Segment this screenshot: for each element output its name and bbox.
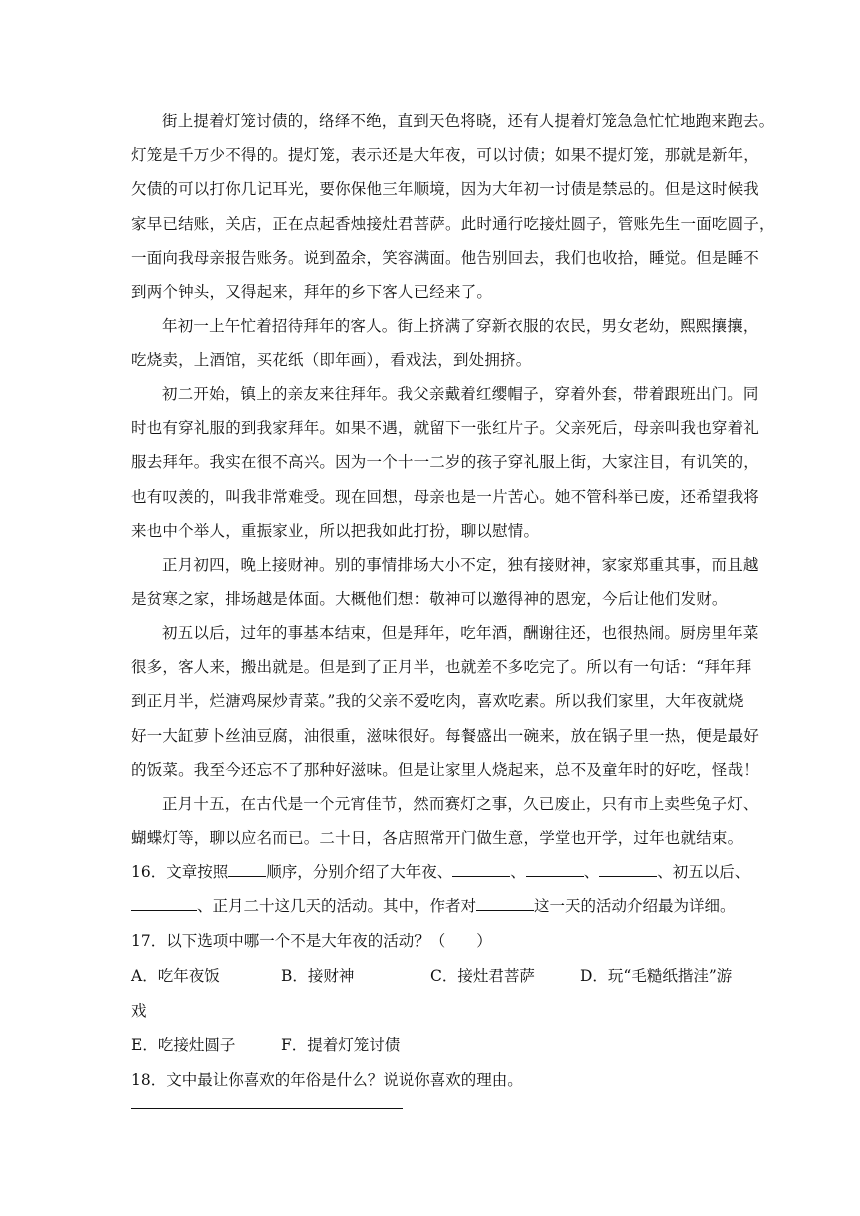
text-line: 好一大缸萝卜丝油豆腐，油很重，滋味很好。每餐盛出一碗来，放在锅子里一热，便是最好: [131, 726, 760, 745]
question-text: 、初五以后、: [657, 863, 751, 881]
text-line: 时也有穿礼服的到我家拜年。如果不遇，就留下一张红片子。父亲死后，母亲叫我也穿着礼: [131, 419, 760, 438]
question-18-stem: 18．文中最让你喜欢的年俗是什么？说说你喜欢的理由。: [131, 1071, 523, 1089]
question-text: 16．文章按照: [131, 863, 229, 881]
question-text: 、: [583, 863, 600, 881]
answer-blank[interactable]: [228, 862, 266, 877]
text-line: 一面向我母亲报告账务。说到盈余，笑容满面。他告别回去，我们也收拾，睡觉。但是睡不: [131, 248, 760, 267]
passage-paragraph-1: [131, 104, 775, 309]
passage-paragraph-4: [131, 548, 759, 616]
text-line: 街上提着灯笼讨债的，络绎不绝，直到天色将晓，还有人提着灯笼急急忙忙地跑来跑去。: [162, 112, 775, 130]
question-text: 、: [510, 863, 526, 881]
option-a[interactable]: A．吃年夜饭: [131, 967, 220, 985]
text-line: 吃烧卖，上酒馆，买花纸（即年画），看戏法，到处拥挤。: [131, 351, 532, 370]
text-line: 欠债的可以打你几记耳光，要你保他三年顺境，因为大年初一讨债是禁忌的。但是这时候我: [131, 180, 760, 199]
text-line: 是贫寒之家，排场越是体面。大概他们想：敬神可以邀得神的恩宠，今后让他们发财。: [131, 590, 728, 609]
answer-blank[interactable]: [452, 862, 510, 877]
answer-blank[interactable]: [131, 896, 197, 911]
text-line: 也有叹羡的，叫我非常难受。现在回想，母亲也是一片苦心。她不管科举已废，还希望我将: [131, 487, 760, 506]
option-f[interactable]: F．提着灯笼讨债: [281, 1036, 401, 1054]
question-16-line-2: [131, 894, 736, 916]
text-line: 灯笼是千万少不得的。提灯笼，表示还是大年夜，可以讨债；如果不提灯笼，那就是新年，: [131, 146, 760, 165]
text-line: 的饭菜。我至今还忘不了那种好滋味。但是让家里人烧起来，总不及童年时的好吃，怪哉！: [131, 760, 760, 779]
text-line: 正月初四，晚上接财神。别的事情排场大小不定，独有接财神，家家郑重其事，而且越: [162, 556, 759, 574]
passage-paragraph-2: [131, 309, 759, 377]
text-line: 服去拜年。我实在很不高兴。因为一个十一二岁的孩子穿礼服上街，大家注目，有讥笑的，: [131, 453, 760, 472]
text-line: 很多，客人来，搬出就是。但是到了正月半，也就差不多吃完了。所以有一句话：“拜年拜: [131, 658, 752, 677]
text-line: 来也中个举人，重振家业，所以把我如此打扮，聊以慰情。: [131, 521, 540, 540]
question-text: 顺序，分别介绍了大年夜、: [266, 863, 453, 881]
question-17-stem: 17．以下选项中哪一个不是大年夜的活动？（ ）: [131, 932, 492, 950]
passage-paragraph-5: [131, 616, 760, 787]
passage-paragraph-6: [131, 787, 759, 855]
text-line: 到正月半，烂溏鸡屎炒青菜。”我的父亲不爱吃肉，喜欢吃素。所以我们家里，大年夜就烧: [131, 692, 744, 711]
option-b[interactable]: B．接财神: [281, 967, 355, 985]
text-line: 到两个钟头，又得起来，拜年的乡下客人已经来了。: [131, 282, 493, 301]
answer-blank[interactable]: [599, 862, 657, 877]
text-line: 年初一上午忙着招待拜年的客人。街上挤满了穿新衣服的农民，男女老幼，熙熙攘攘，: [162, 317, 759, 335]
answer-line[interactable]: [131, 1108, 403, 1109]
answer-blank[interactable]: [526, 862, 584, 877]
question-16-line-1: [131, 860, 750, 882]
text-line: 蝴蝶灯等，聊以应名而已。二十日，各店照常开门做生意，学堂也开学，过年也就结束。: [131, 829, 744, 848]
text-line: 正月十五，在古代是一个元宵佳节，然而赛灯之事，久已废止，只有市上卖些兔子灯、: [162, 795, 759, 813]
passage-paragraph-3: [131, 377, 760, 548]
option-d-continued: 戏: [131, 1002, 147, 1020]
answer-blank[interactable]: [476, 896, 534, 911]
option-d[interactable]: D．玩“毛糙纸揩洼”游: [580, 967, 733, 985]
text-line: 初五以后，过年的事基本结束，但是拜年，吃年酒，酬谢往还，也很热闹。厨房里年菜: [162, 624, 759, 642]
option-c[interactable]: C．接灶君菩萨: [430, 967, 535, 985]
text-line: 初二开始，镇上的亲友来往拜年。我父亲戴着红缨帽子，穿着外套，带着跟班出门。同: [162, 385, 759, 403]
text-line: 家早已结账，关店，正在点起香烛接灶君菩萨。此时通行吃接灶圆子，管账先生一面吃圆子，: [131, 214, 775, 233]
question-text: 、正月二十这几天的活动。其中，作者对: [197, 897, 477, 915]
option-e[interactable]: E．吃接灶圆子: [131, 1036, 236, 1054]
question-text: 这一天的活动介绍最为详细。: [534, 897, 736, 915]
